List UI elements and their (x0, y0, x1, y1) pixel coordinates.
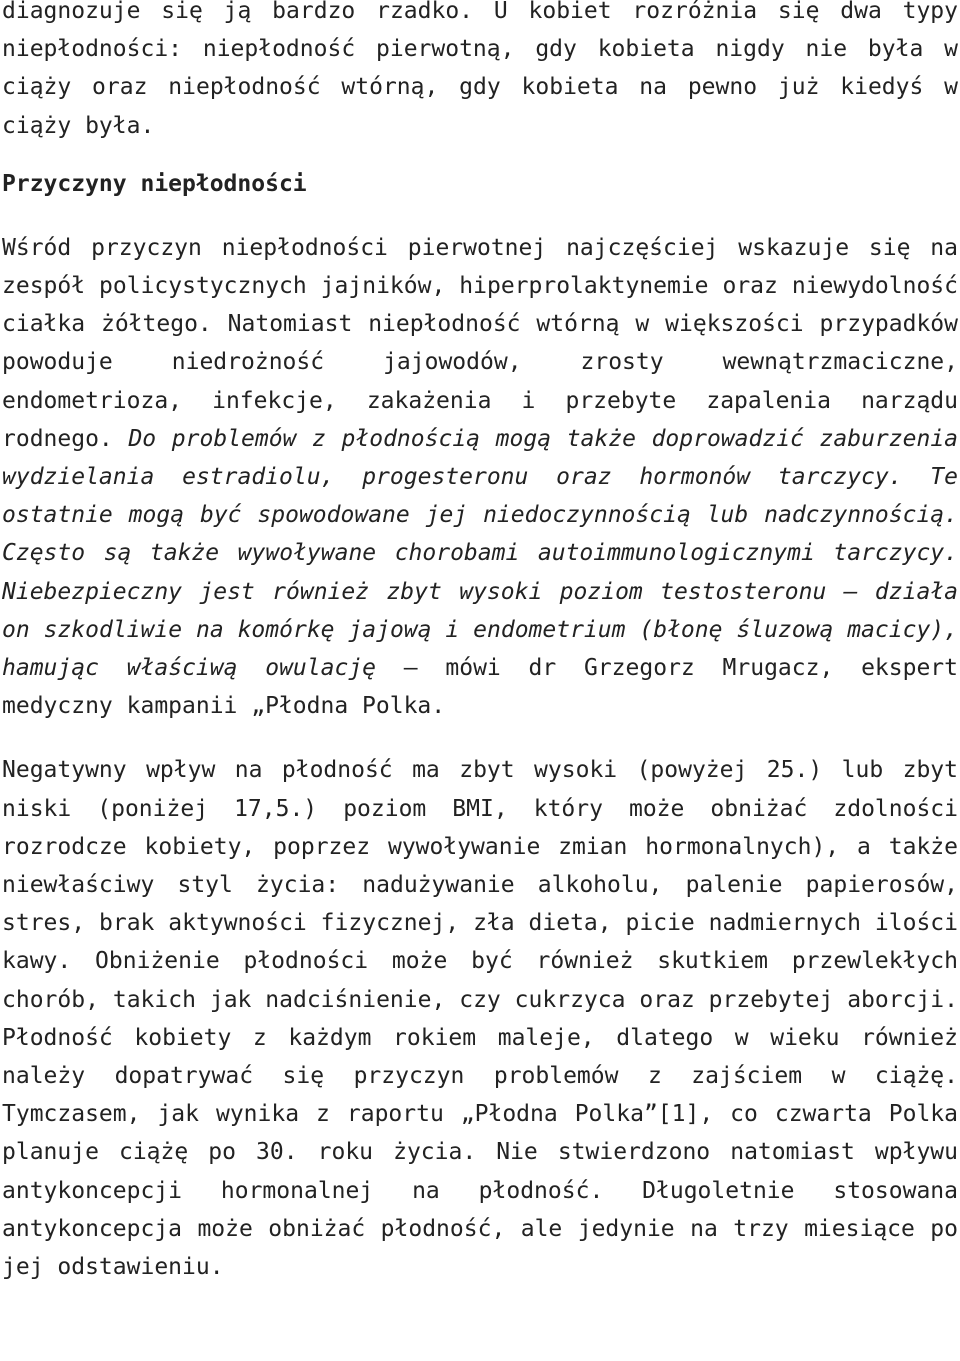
section-heading: Przyczyny niepłodności (2, 170, 307, 197)
intro-paragraph: diagnozuje się ją bardzo rzadko. U kobiet rozróżnia się dwa typy niepłodności: niepłodność pierwotną, gdy kobieta nigdy nie była w ciąży oraz niepłodność wtórną, gdy kobieta na pewno już kiedyś w ciąży była. (2, 0, 958, 139)
causes-paragraph (2, 229, 958, 726)
causes-text: Wśród przyczyn niepłodności pierwotnej najczęściej wskazuje się na zespół policystycznych jajników, hiperprolaktynemie oraz niewydolność ciałka żółtego. Natomiast niepłodność wtórną w większości przypadków powoduje niedrożność jajowodów, zrosty wewnątrzmaciczne, endometrioza, infekcje, zakażenia i przebyte zapalenia narządu rodnego. (2, 234, 958, 452)
quote-attribution: – mówi dr Grzegorz Mrugacz, ekspert medyczny kampanii „Płodna Polka. (2, 655, 958, 720)
lifestyle-paragraph: Negatywny wpływ na płodność ma zbyt wysoki (powyżej 25.) lub zbyt niski (poniżej 17,5.) poziom BMI, który może obniżać zdolności rozrodcze kobiety, poprzez wywoływanie zmian hormonalnych), a także niewłaściwy styl życia: nadużywanie alkoholu, palenie papierosów, stres, brak aktywności fizycznej, zła dieta, picie nadmiernych ilości kawy. Obniżenie płodności może być również skutkiem przewlekłych chorób, takich jak nadciśnienie, czy cukrzyca oraz przebytej aborcji. Płodność kobiety z każdym rokiem maleje, dlatego w wieku również należy dopatrywać się przyczyn problemów z zajściem w ciążę. Tymczasem, jak wynika z raportu „Płodna Polka”[1], co czwarta Polka planuje ciążę po 30. roku życia. Nie stwierdzono natomiast wpływu antykoncepcji hormonalnej na płodność. Długoletnie stosowana antykoncepcja może obniżać płodność, ale jedynie na trzy miesiące po jej odstawieniu. (2, 757, 958, 1281)
expert-quote: Do problemów z płodnością mogą także doprowadzić zaburzenia wydzielania estradiolu, progesteronu oraz hormonów tarczycy. Te ostatnie mogą być spowodowane jej niedoczynnością lub nadczynnością. Często są także wywoływane chorobami autoimmunologicznymi tarczycy. Niebezpieczny jest również zbyt wysoki poziom testosteronu – działa on szkodliwie na komórkę jajową i endometrium (błonę śluzową macicy), hamując właściwą owulację (2, 425, 959, 682)
